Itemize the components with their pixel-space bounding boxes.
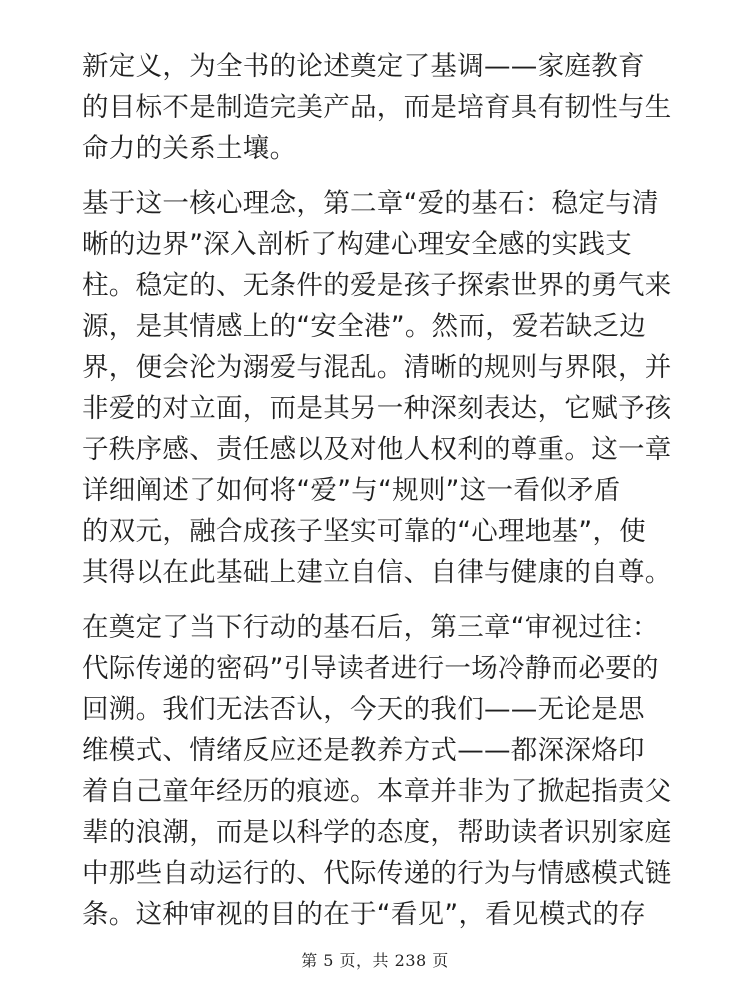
text-line: 辈的浪潮，而是以科学的态度，帮助读者识别家庭 — [82, 817, 672, 848]
text-line: 源，是其情感上的“安全港”。然而，爱若缺乏边 — [82, 311, 647, 342]
text-line: 新定义，为全书的论述奠定了基调——家庭教育 — [82, 51, 645, 82]
text-line: 晰的边界”深入剖析了构建心理安全感的实践支 — [82, 229, 633, 260]
paragraph-3 — [82, 607, 682, 935]
text-line: 其得以在此基础上建立自信、自律与健康的自尊。 — [82, 557, 672, 588]
page-body — [82, 46, 682, 949]
paragraph-1 — [82, 46, 682, 169]
text-line: 代际传递的密码”引导读者进行一场冷静而必要的 — [82, 653, 659, 684]
text-line: 非爱的对立面，而是其另一种深刻表达，它赋予孩 — [82, 393, 672, 424]
text-line: 详细阐述了如何将“爱”与“规则”这一看似矛盾 — [82, 475, 621, 506]
text-line: 的双元，融合成孩子坚实可靠的“心理地基”，使 — [82, 516, 647, 547]
text-line: 界，便会沦为溺爱与混乱。清晰的规则与界限，并 — [82, 352, 672, 383]
text-line: 中那些自动运行的、代际传递的行为与情感模式链 — [82, 858, 672, 889]
paragraph-2 — [82, 183, 682, 593]
page-number-footer: 第 5 页，共 238 页 — [301, 951, 449, 970]
text-line: 条。这种审视的目的在于“看见”，看见模式的存 — [82, 899, 647, 930]
text-line: 子秩序感、责任感以及对他人权利的尊重。这一章 — [82, 434, 672, 465]
text-line: 在奠定了当下行动的基石后，第三章“审视过往： — [82, 612, 659, 643]
text-line: 柱。稳定的、无条件的爱是孩子探索世界的勇气来 — [82, 270, 672, 301]
text-line: 的目标不是制造完美产品，而是培育具有韧性与生 — [82, 92, 672, 123]
text-line: 回溯。我们无法否认，今天的我们——无论是思 — [82, 694, 645, 725]
text-line: 着自己童年经历的痕迹。本章并非为了掀起指责父 — [82, 776, 672, 807]
text-line: 基于这一核心理念，第二章“爱的基石：稳定与清 — [82, 188, 659, 219]
text-line: 维模式、情绪反应还是教养方式——都深深烙印 — [82, 735, 645, 766]
text-line: 命力的关系土壤。 — [82, 133, 297, 164]
